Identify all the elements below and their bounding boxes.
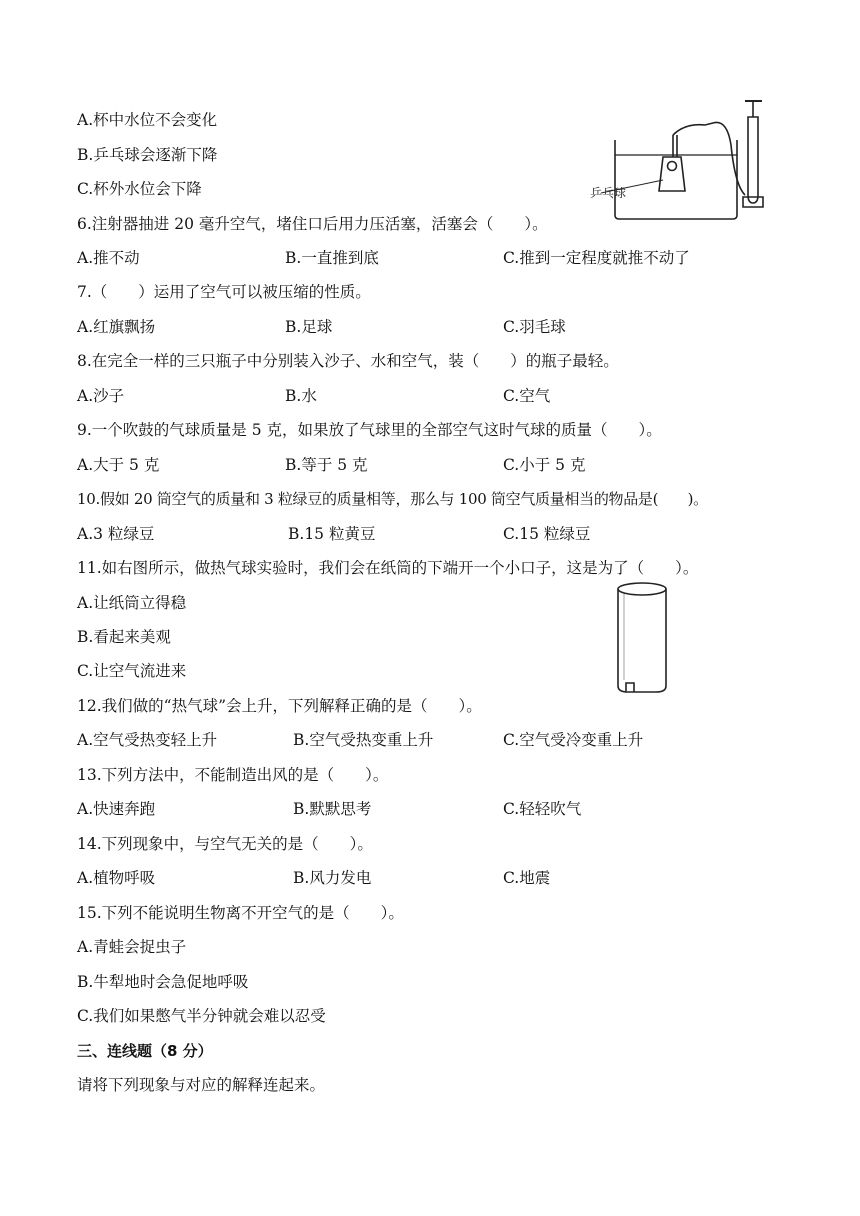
q14-stem: 14.下列现象中，与空气无关的是（ ）。: [77, 835, 373, 853]
q6-option-a: A.推不动: [77, 249, 140, 267]
q6-option-c: C.推到一定程度就推不动了: [503, 249, 690, 267]
q6-stem: 6.注射器抽进 20 毫升空气，堵住口后用力压活塞，活塞会（ ）。: [77, 215, 548, 233]
ping-pong-label: 乒乓球: [590, 186, 627, 200]
q9-option-a: A.大于 5 克: [77, 456, 160, 474]
paper-cylinder-figure: [612, 580, 672, 695]
q12-stem: 12.我们做的“热气球”会上升，下列解释正确的是（ ）。: [77, 697, 482, 715]
q9-option-c: C.小于 5 克: [503, 456, 586, 474]
section3-heading: 三、连线题（8 分）: [77, 1042, 213, 1060]
q13-option-c: C.轻轻吹气: [503, 800, 582, 818]
q11-stem: 11.如右图所示，做热气球实验时，我们会在纸筒的下端开一个小口子，这是为了（ ）。: [77, 559, 699, 577]
q5-option-c: C.杯外水位会下降: [77, 180, 202, 198]
section3-instruction: 请将下列现象与对应的解释连起来。: [77, 1076, 326, 1094]
q8-option-a: A.沙子: [77, 387, 125, 405]
q15-option-c: C.我们如果憋气半分钟就会难以忍受: [77, 1007, 326, 1025]
q9-stem: 9.一个吹鼓的气球质量是 5 克，如果放了气球里的全部空气这时气球的质量（ ）。: [77, 421, 662, 439]
q7-option-a: A.红旗飘扬: [77, 318, 156, 336]
q10-option-a: A.3 粒绿豆: [77, 525, 155, 543]
q7-option-c: C.羽毛球: [503, 318, 566, 336]
q13-option-a: A.快速奔跑: [77, 800, 156, 818]
q8-option-b: B.水: [285, 387, 317, 405]
q14-option-b: B.风力发电: [293, 869, 372, 887]
q6-option-b: B.一直推到底: [285, 249, 379, 267]
q15-option-b: B.牛犁地时会急促地呼吸: [77, 973, 249, 991]
q11-option-a: A.让纸筒立得稳: [77, 594, 187, 612]
q12-option-a: A.空气受热变轻上升: [77, 731, 218, 749]
q10-option-b: B.15 粒黄豆: [288, 525, 376, 543]
q14-option-c: C.地震: [503, 869, 551, 887]
q8-option-c: C.空气: [503, 387, 551, 405]
q11-option-c: C.让空气流进来: [77, 662, 187, 680]
q15-stem: 15.下列不能说明生物离不开空气的是（ ）。: [77, 904, 404, 922]
q11-option-b: B.看起来美观: [77, 628, 171, 646]
q7-stem: 7.（ ）运用了空气可以被压缩的性质。: [77, 283, 371, 301]
q9-option-b: B.等于 5 克: [285, 456, 368, 474]
q13-stem: 13.下列方法中，不能制造出风的是（ ）。: [77, 766, 389, 784]
q5-option-b: B.乒乓球会逐渐下降: [77, 146, 218, 164]
q8-stem: 8.在完全一样的三只瓶子中分别装入沙子、水和空气，装（ ）的瓶子最轻。: [77, 352, 619, 370]
q14-option-a: A.植物呼吸: [77, 869, 156, 887]
q5-option-a: A.杯中水位不会变化: [77, 111, 218, 129]
q10-option-c: C.15 粒绿豆: [503, 525, 591, 543]
cup-pump-figure: [585, 95, 770, 230]
q10-stem: 10.假如 20 筒空气的质量和 3 粒绿豆的质量相等，那么与 100 筒空气质量相当的物品是( )。: [77, 490, 708, 508]
q12-option-b: B.空气受热变重上升: [293, 731, 434, 749]
q12-option-c: C.空气受冷变重上升: [503, 731, 644, 749]
q13-option-b: B.默默思考: [293, 800, 372, 818]
q15-option-a: A.青蛙会捉虫子: [77, 938, 187, 956]
q7-option-b: B.足球: [285, 318, 333, 336]
